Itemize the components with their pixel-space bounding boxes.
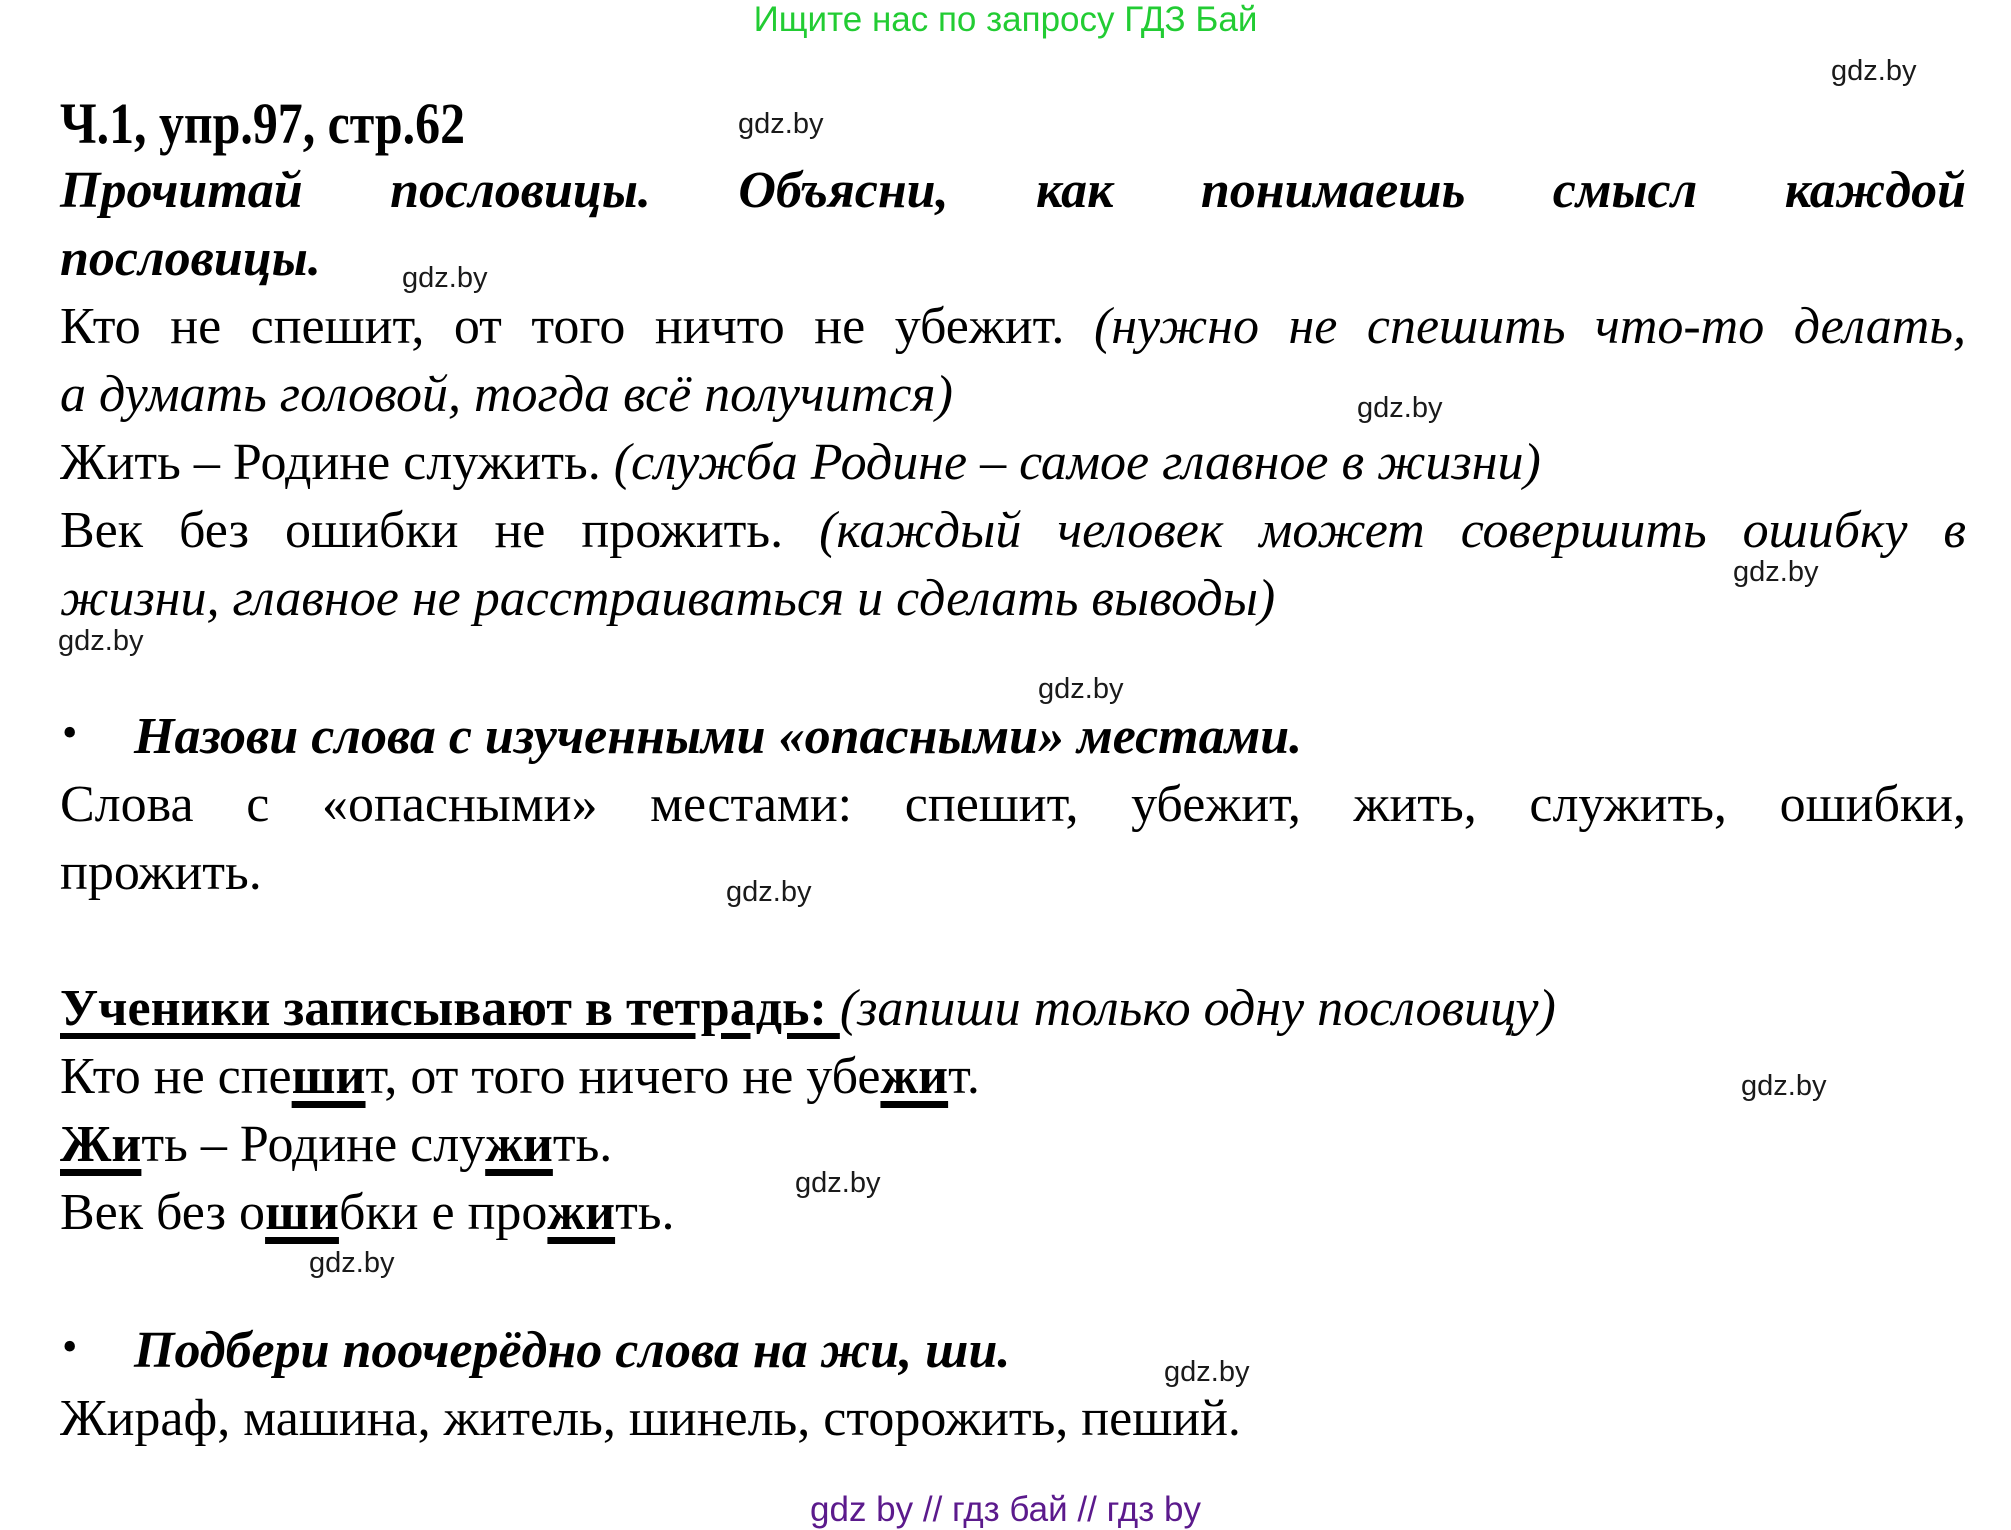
proverb-explanation: (каждый человек может совершить ошибку в — [819, 502, 1966, 559]
text-segment: т. — [948, 1048, 980, 1105]
watermark: gdz.by — [1733, 556, 1819, 588]
highlighted-syllable: жи — [880, 1048, 949, 1105]
task3-instruction: Подбери поочерёдно слова на жи, ши. — [134, 1322, 1011, 1379]
proverb-explanation: (служба Родине – самое главное в жизни) — [613, 434, 1541, 491]
text-segment: бки е про — [338, 1184, 548, 1241]
task3-answer: Жираф, машина, житель, шинель, сторожить, пеший. — [60, 1390, 1241, 1447]
text-segment: т, от того ничего не убе — [365, 1048, 881, 1105]
proverb-3-line2: жизни, главное не расстраиваться и сделать выводы) — [60, 570, 1276, 627]
highlighted-syllable: Жи — [60, 1116, 142, 1173]
watermark: gdz.by — [726, 876, 812, 908]
notebook-line-2 — [60, 1111, 612, 1179]
watermark: gdz.by — [1164, 1356, 1250, 1388]
watermark: gdz.by — [402, 262, 488, 294]
task2-instruction: Назови слова с изученными «опасными» местами. — [134, 708, 1303, 765]
watermark: gdz.by — [1357, 392, 1443, 424]
watermark: gdz.by — [309, 1247, 395, 1279]
watermark: gdz.by — [1831, 55, 1917, 87]
watermark: gdz.by — [1038, 673, 1124, 705]
proverb-2-line1 — [60, 429, 1541, 497]
notebook-label: Ученики записывают в тетрадь: — [60, 980, 840, 1037]
highlighted-syllable: ши — [291, 1048, 366, 1105]
footer-watermark: gdz by // гдз бай // гдз by — [810, 1490, 1201, 1529]
text-segment: ть – Родине слу — [141, 1116, 486, 1173]
proverb-text: Кто не спешит, от того ничто не убежит. — [60, 298, 1065, 355]
notebook-line-3 — [60, 1179, 675, 1247]
notebook-note: (запиши только одну пословицу) — [839, 980, 1556, 1037]
watermark: gdz.by — [738, 108, 824, 140]
task2-answer-line1: Слова с «опасными» местами: спешит, убежит, жить, служить, ошибки, — [60, 776, 1966, 833]
proverb-text: Жить – Родине служить. — [60, 434, 601, 491]
highlighted-syllable: жи — [547, 1184, 616, 1241]
page-title: Ч.1, упр.97, стр.62 — [60, 91, 466, 156]
proverb-text: Век без ошибки не прожить. — [60, 502, 784, 559]
text-segment: Век без о — [60, 1184, 266, 1241]
highlighted-syllable: жи — [485, 1116, 553, 1173]
bullet-icon: • — [62, 708, 78, 757]
task1-instruction-line2: пословицы. — [60, 230, 321, 287]
notebook-header — [60, 975, 1556, 1043]
search-banner: Ищите нас по запросу ГДЗ Бай — [753, 0, 1258, 39]
proverb-1-line1 — [60, 293, 1966, 361]
text-segment: ть. — [552, 1116, 613, 1173]
watermark: gdz.by — [795, 1167, 881, 1199]
task1-instruction-line1: Прочитай пословицы. Объясни, как понимаешь смысл каждой — [60, 162, 1966, 219]
text-segment: ть. — [615, 1184, 675, 1241]
notebook-line-1 — [60, 1043, 980, 1111]
text-segment: Кто не спе — [60, 1048, 292, 1105]
watermark: gdz.by — [58, 625, 144, 657]
proverb-explanation: (нужно не спешить что-то делать, — [1093, 298, 1966, 355]
highlighted-syllable: ши — [265, 1184, 339, 1241]
task2-answer-line2: прожить. — [60, 844, 262, 901]
watermark: gdz.by — [1741, 1070, 1827, 1102]
proverb-1-line2: а думать головой, тогда всё получится) — [60, 366, 953, 423]
bullet-icon: • — [62, 1322, 78, 1371]
proverb-3-line1 — [60, 497, 1966, 565]
